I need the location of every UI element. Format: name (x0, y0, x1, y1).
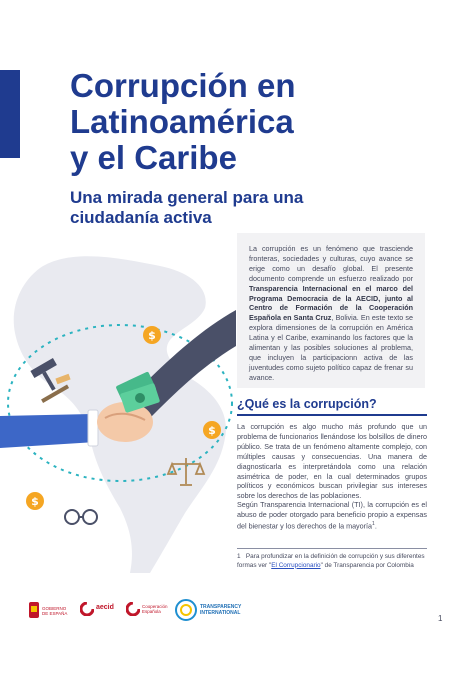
body-paragraph-2-end: . (374, 521, 377, 531)
corrupcionario-link[interactable]: El Corrupcionario (271, 561, 321, 569)
title-line-1: Corrupción en (70, 67, 296, 104)
dollar-coin-icon (203, 421, 221, 439)
section-divider (237, 414, 427, 416)
footnote (237, 553, 427, 570)
cooperacion-logo-text (142, 604, 168, 614)
intro-highlight: Transparencia Internacional en el marco del Programa Democracia de la AECID, junto al Centro de Formación de la Cooperación Española en Santa Cruz (249, 283, 413, 323)
intro-box (237, 233, 425, 388)
coop-logo-line-1: Cooperación (142, 604, 168, 609)
title-accent-bar (0, 70, 20, 158)
ti-logo-line-1: TRANSPARENCY (200, 604, 242, 610)
body-paragraph-1: La corrupción es algo mucho más profundo que un problema de funcionarios llenándose los bolsillos de dinero público. Se trata de un fenómeno altamente complejo, con múltiples causas y consecuencias. Una manera de diagnosticarla es interpretándola como una relación asimétrica de poder, en la cual determinados grupos políticos y económicos buscan privilegiar sus intereses sobre los derechos de las poblaciones. (237, 422, 427, 501)
spain-logo-line-1: GOBIERNO (42, 606, 67, 611)
dollar-coin-icon (26, 492, 44, 510)
svg-text:$: $ (148, 329, 156, 342)
coat-of-arms-icon (28, 600, 40, 620)
transparency-international-logo (174, 598, 258, 624)
aecid-mark-icon (80, 602, 94, 616)
handcuffs-icon (65, 510, 97, 524)
aecid-logo (80, 602, 120, 622)
body-paragraph-2 (237, 500, 427, 531)
page-number: 1 (438, 614, 443, 623)
spain-logo-text (42, 606, 67, 616)
ti-mark-icon (174, 598, 198, 622)
corruption-illustration (0, 228, 236, 588)
title-line-3: y el Caribe (70, 139, 237, 176)
spain-government-logo (28, 600, 68, 622)
footnote-ref[interactable]: 1 (372, 520, 375, 527)
title-line-2: Latinoamérica (70, 103, 294, 140)
left-arm (0, 414, 96, 448)
page-subtitle (70, 188, 400, 228)
intro-text-end: , Bolivia. En este texto se explora dimensiones de la corrupción en América Latina y el Caribe, examinando los factores que la alimentan y las posibles soluciones al problema, que incluyen la participacionn activa de las juventudes como sujeto político capaz de frenar su avance. (249, 313, 413, 382)
cooperacion-espanola-logo (126, 602, 176, 622)
section-title: ¿Qué es la corrupción? (237, 397, 377, 411)
svg-text:$: $ (31, 495, 39, 508)
footnote-divider (237, 548, 427, 549)
subtitle-line-1: Una mirada general para una (70, 188, 304, 207)
aecid-logo-text: aecid (96, 604, 114, 611)
dollar-coin-icon (143, 326, 161, 344)
intro-text: La corrupción es un fenómeno que trasciende fronteras, sociedades y culturas, cuyo avance se erige como un desafío global. El presente documento comprende un esfuerzo realizado por (249, 244, 413, 283)
coop-logo-line-2: Española (142, 609, 161, 614)
footnote-text: Para profundizar en la definición de corrupción y sus diferentes formas ver " (237, 553, 425, 569)
spain-logo-line-2: DE ESPAÑA (42, 611, 68, 616)
subtitle-line-2: ciudadanía activa (70, 208, 212, 227)
ti-logo-text (200, 604, 241, 616)
logos-bar (28, 598, 258, 624)
footnote-number: 1 (237, 553, 241, 560)
footnote-text-end: " de Transparencia por Colombia (320, 561, 414, 569)
page-title (70, 68, 400, 176)
cooperacion-mark-icon (126, 602, 140, 616)
svg-text:$: $ (208, 424, 216, 437)
body-paragraph-2-text: Según Transparencia Internacional (TI), la corrupción es el abuso de poder otorgado para beneficio propio a expensas del bienestar y los derechos de la mayoría (237, 500, 427, 531)
ti-logo-line-2: INTERNATIONAL (200, 610, 241, 616)
